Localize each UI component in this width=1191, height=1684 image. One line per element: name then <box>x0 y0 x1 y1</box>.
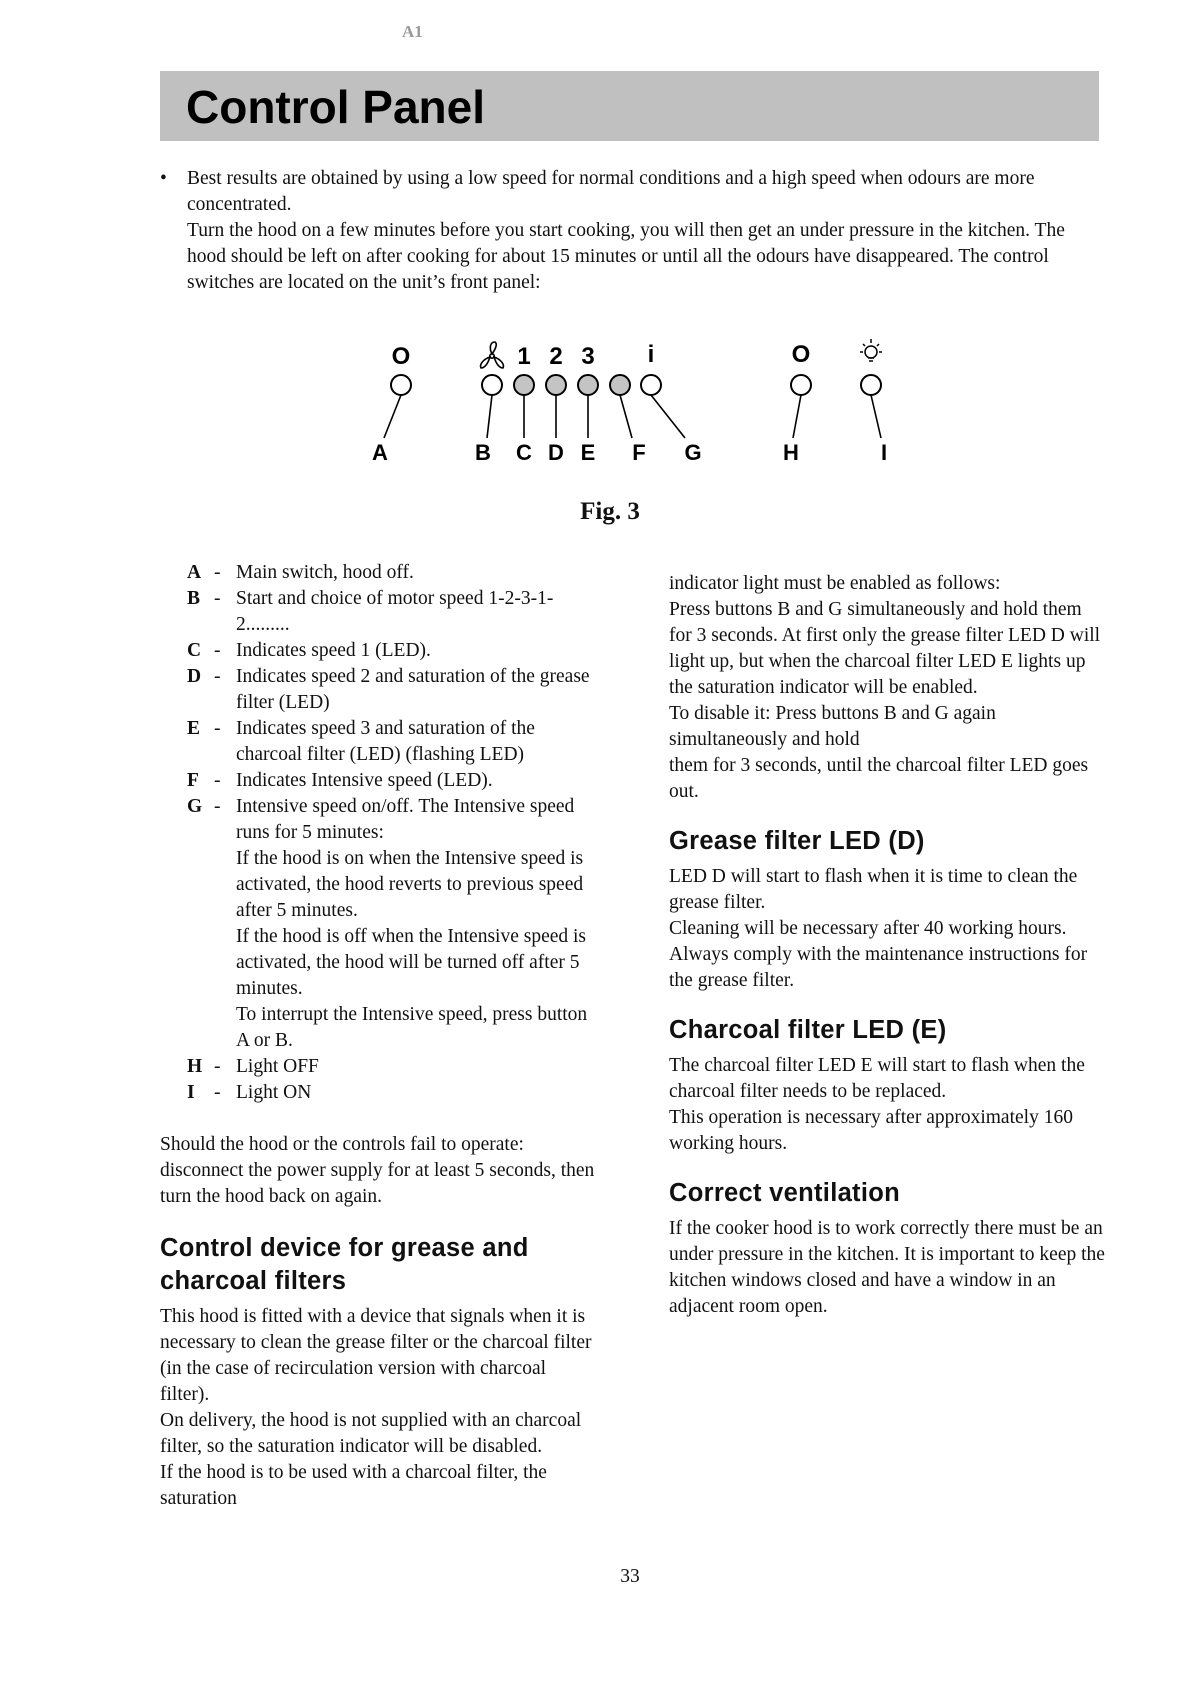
charcoal-filter-heading: Charcoal filter LED (E) <box>669 1016 947 1044</box>
leader-lines <box>384 395 881 438</box>
grease-paragraph-1: LED D will start to flash when it is time to clean the grease filter. <box>669 866 1078 913</box>
label-speed-2: 2 <box>549 343 563 370</box>
legend-item: C - Indicates speed 1 (LED). <box>187 640 431 661</box>
page-title: Control Panel <box>186 81 486 133</box>
intro-section <box>160 166 1100 296</box>
grease-filter-heading: Grease filter LED (D) <box>669 827 925 855</box>
control-device-paragraph-2: On delivery, the hood is not supplied with an charcoal filter, so the saturation indicator will be disabled. <box>160 1410 582 1457</box>
button-i[interactable] <box>861 375 881 395</box>
control-device-paragraph-1: This hood is fitted with a device that signals when it is necessary to clean the grease filter or the charcoal filter (in the case of recirculation version with charcoal filter). <box>160 1306 592 1405</box>
fail-paragraph: Should the hood or the controls fail to operate: disconnect the power supply for at least 5 seconds, then turn the hood back on again. <box>160 1134 595 1207</box>
led-c <box>514 375 534 395</box>
grease-paragraph-2: Cleaning will be necessary after 40 working hours. <box>669 918 1067 939</box>
letter-h: H <box>783 440 799 465</box>
legend-item-detail: To interrupt the Intensive speed, press button A or B. <box>236 1004 588 1051</box>
corner-mark: A1 <box>402 22 423 41</box>
light-bulb-icon <box>860 339 882 361</box>
control-device-heading: Control device for grease and charcoal filters <box>160 1234 529 1295</box>
charcoal-paragraph-2: This operation is necessary after approximately 160 working hours. <box>669 1107 1073 1154</box>
legend-list <box>160 560 600 1106</box>
bullet: • <box>160 168 167 189</box>
label-light-off: O <box>791 341 811 368</box>
right-column <box>669 571 1109 1320</box>
grease-paragraph-3: Always comply with the maintenance instructions for the grease filter. <box>669 944 1088 991</box>
letter-d: D <box>548 440 564 465</box>
label-off-main: O <box>391 343 411 370</box>
letter-b: B <box>475 440 491 465</box>
control-device-paragraph-3: If the hood is to be used with a charcoal filter, the saturation <box>160 1462 547 1509</box>
button-a[interactable] <box>391 375 411 395</box>
letter-e: E <box>580 440 596 465</box>
legend-item: D - Indicates speed 2 and saturation of the grease filter (LED) <box>187 666 590 713</box>
led-f <box>610 375 630 395</box>
button-b[interactable] <box>482 375 502 395</box>
enable-paragraph-1: indicator light must be enabled as follows: <box>669 573 1001 594</box>
letter-f: F <box>632 440 646 465</box>
led-d <box>546 375 566 395</box>
enable-paragraph-2: Press buttons B and G simultaneously and hold them for 3 seconds. At first only the grease filter LED D will light up, but when the charcoal filter LED E lights up the saturation indicator will be enabled. <box>669 599 1101 698</box>
disable-paragraph-2: them for 3 seconds, until the charcoal filter LED goes out. <box>669 755 1089 802</box>
legend-item: H - Light OFF <box>187 1056 319 1077</box>
charcoal-paragraph-1: The charcoal filter LED E will start to flash when the charcoal filter needs to be replaced. <box>669 1055 1085 1102</box>
title-bar <box>160 71 1099 141</box>
legend-item-detail: If the hood is on when the Intensive speed is activated, the hood reverts to previous speed after 5 minutes. <box>236 848 584 921</box>
button-h[interactable] <box>791 375 811 395</box>
legend-item: F - Indicates Intensive speed (LED). <box>187 770 493 791</box>
label-speed-1: 1 <box>517 343 531 370</box>
legend-item: B - Start and choice of motor speed 1-2-3-1-2......... <box>187 588 554 635</box>
legend-item: A - Main switch, hood off. <box>187 562 414 583</box>
ventilation-heading: Correct ventilation <box>669 1179 900 1207</box>
ventilation-paragraph: If the cooker hood is to work correctly there must be an under pressure in the kitchen. It is important to keep the kitchen windows closed and have a window in an adjacent room open. <box>669 1218 1105 1317</box>
legend-item: G - Intensive speed on/off. The Intensive speed runs for 5 minutes: <box>187 796 575 843</box>
figure-caption: Fig. 3 <box>580 498 640 525</box>
legend-item: E - Indicates speed 3 and saturation of the charcoal filter (LED) (flashing LED) <box>187 718 535 765</box>
fan-icon <box>481 342 504 368</box>
control-panel-figure <box>360 330 920 470</box>
page-number: 33 <box>620 1566 640 1587</box>
label-speed-3: 3 <box>581 343 595 370</box>
intro-paragraph-1: Best results are obtained by using a low speed for normal conditions and a high speed when odours are more concentrated. <box>187 168 1035 215</box>
button-g[interactable] <box>641 375 661 395</box>
control-panel-diagram <box>360 330 920 470</box>
letter-a: A <box>372 440 388 465</box>
letter-g: G <box>684 440 702 465</box>
legend-item: I - Light ON <box>187 1082 312 1103</box>
letter-i: I <box>880 440 888 465</box>
letter-c: C <box>516 440 532 465</box>
led-e <box>578 375 598 395</box>
left-column <box>160 560 600 1512</box>
intro-paragraph-2: Turn the hood on a few minutes before you start cooking, you will then get an under pressure in the kitchen. The hood should be left on after cooking for about 15 minutes or until all the odours have disappeared. The control switches are located on the unit’s front panel: <box>187 220 1065 293</box>
disable-paragraph-1: To disable it: Press buttons B and G again simultaneously and hold <box>669 703 996 750</box>
label-intensive: i <box>647 341 655 368</box>
legend-item-detail: If the hood is off when the Intensive speed is activated, the hood will be turned off after 5 minutes. <box>236 926 587 999</box>
